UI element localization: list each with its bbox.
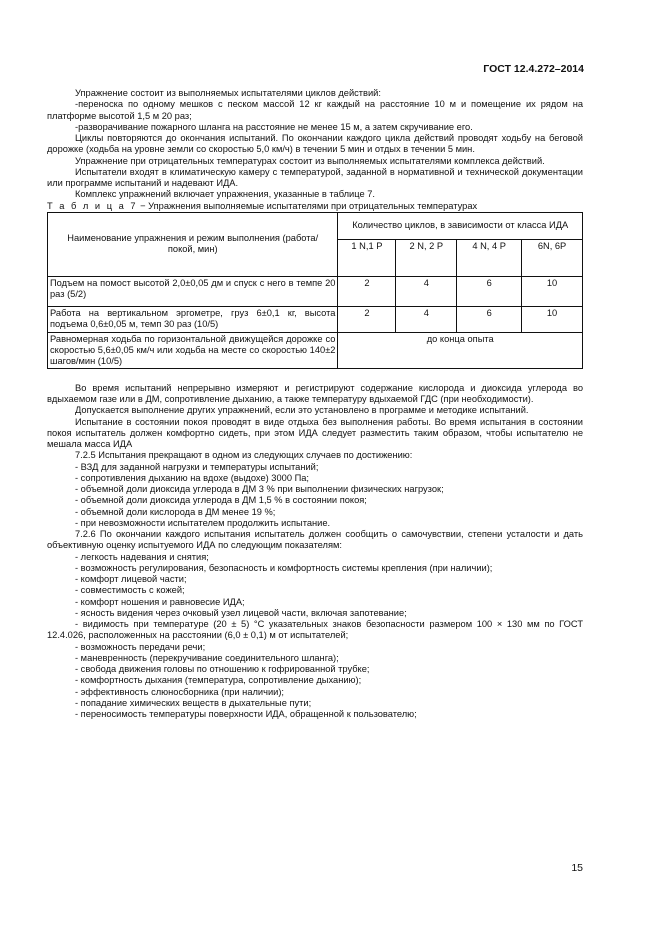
header-class: 1 N,1 P <box>338 239 396 276</box>
paragraph: Испытатели входят в климатическую камеру с температурой, заданной в нормативной и технической документации или программе испытаний и надевают ИДА. <box>47 166 583 188</box>
list-item: - при невозможности испытателем продолжить испытание. <box>75 517 331 528</box>
list-item: - маневренность (перекручивание соединительного шланга); <box>75 652 339 663</box>
header-class: 6N, 6P <box>522 239 583 276</box>
exercise-name-cell: Подъем на помост высотой 2,0±0,05 дм и спуск с него в темпе 20 раз (5/2) <box>48 276 338 306</box>
list-item: - возможность регулирования, безопасность и комфортность системы крепления (при наличии); <box>75 562 493 573</box>
list-item: - объемной доли диоксида углерода в ДМ 3 % при выполнении физических нагрузок; <box>75 484 444 494</box>
paragraph: 7.2.5 Испытания прекращают в одном из следующих случаев по достижению: <box>75 450 413 461</box>
table-caption-text: − Упражнения выполняемые испытателями при отрицательных температурах <box>137 200 478 211</box>
paragraph: -разворачивание пожарного шланга на расстояние не менее 15 м, а затем скручивание его. <box>75 121 473 132</box>
table-row <box>48 332 583 368</box>
table-row <box>48 276 583 306</box>
cycle-count-cell: 4 <box>396 306 457 332</box>
page-content <box>47 88 583 720</box>
paragraph: Комплекс упражнений включает упражнения, указанные в таблице 7. <box>75 189 375 200</box>
list-item: - сопротивления дыханию на вдохе (выдохе) 3000 Па; <box>75 472 310 483</box>
cycle-count-cell: 6 <box>457 306 522 332</box>
document-code: ГОСТ 12.4.272–2014 <box>483 63 584 75</box>
header-class: 2 N, 2 P <box>396 239 457 276</box>
header-cycle-count: Количество циклов, в зависимости от класса ИДА <box>338 212 583 239</box>
cycle-count-cell: 10 <box>522 306 583 332</box>
exercise-table <box>47 212 583 369</box>
header-exercise-name: Наименование упражнения и режим выполнения (работа/покой, мин) <box>48 212 338 276</box>
list-item: - попадание химических веществ в дыхательные пути; <box>75 697 312 708</box>
list-item: - возможность передачи речи; <box>75 641 206 652</box>
table-caption-label: Т а б л и ц а 7 <box>47 200 138 211</box>
paragraph: Допускается выполнение других упражнений, если это установлено в программе и методике испытаний. <box>75 405 529 416</box>
exercise-name-cell: Равномерная ходьба по горизонтальной движущейся дорожке со скоростью 5,6±0,05 км/ч или ходьба на месте со скоростью 140±2 шагов/мин (10/5) <box>48 332 338 368</box>
list-item: - объемной доли диоксида углерода в ДМ 1,5 % в состоянии покоя; <box>75 495 367 506</box>
paragraph: Упражнение состоит из выполняемых испытателями циклов действий: <box>75 88 381 98</box>
list-item: - объемной доли кислорода в ДМ менее 19 %; <box>75 506 276 517</box>
list-item: - совместимость с кожей; <box>75 585 185 596</box>
paragraph: Упражнение при отрицательных температурах состоит из выполняемых испытателями комплекса действий. <box>75 155 545 166</box>
table-caption <box>47 201 583 212</box>
list-item: - видимость при температуре (20 ± 5) °С указательных знаков безопасности размером 100 × 130 мм по ГОСТ 12.4.026, расположенных на расстоянии (6,0 ± 0,1) м от испытателей; <box>47 619 583 641</box>
cycle-count-cell: 2 <box>338 306 396 332</box>
paragraph: Во время испытаний непрерывно измеряют и регистрируют содержание кислорода и диоксида углерода во вдыхаемом газе или в ДМ, сопротивление дыханию, а также температуру вдыхаемой ГДС (при необходимости). <box>47 382 583 404</box>
cycle-count-cell: 2 <box>338 276 396 306</box>
page-number: 15 <box>571 862 583 874</box>
header-class: 4 N, 4 P <box>457 239 522 276</box>
cycle-count-cell: 6 <box>457 276 522 306</box>
list-item: - ясность видения через очковый узел лицевой части, включая запотевание; <box>75 607 407 618</box>
paragraph: Циклы повторяются до окончания испытаний. По окончании каждого цикла действий проводят ходьбу на беговой дорожке (ходьба на уровне земли со скоростью 5,0 км/ч) в течении 5 мин и отдых в течении 5 мин. <box>47 133 583 155</box>
list-item: - комфортность дыхания (температура, сопротивление дыханию); <box>75 675 362 686</box>
cycle-count-cell: 10 <box>522 276 583 306</box>
list-item: - комфорт лицевой части; <box>75 574 187 584</box>
cycle-count-merged-cell: до конца опыта <box>338 332 583 368</box>
table-row <box>48 306 583 332</box>
exercise-name-cell: Работа на вертикальном эргометре, груз 6±0,1 кг, высота подъема 0,6±0,05 м, темп 30 раз (10/5) <box>48 306 338 332</box>
list-item: - переносимость температуры поверхности ИДА, обращенной к пользователю; <box>75 709 417 719</box>
paragraph: Испытание в состоянии покоя проводят в виде отдыха без выполнения работы. Во время испытания в состоянии покоя испытатель должен комфортно сидеть, при этом ИДА следует разместить таким образом, чтобы испытателю не мешала масса ИДА <box>47 416 583 449</box>
list-item: - эффективность слюносборника (при наличии); <box>75 686 285 697</box>
paragraph: 7.2.6 По окончании каждого испытания испытатель должен сообщить о самочувствии, степени усталости и дать объективную оценку испытуемого ИДА по следующим показателям: <box>47 529 583 551</box>
list-item: - комфорт ношения и равновесие ИДА; <box>75 596 245 607</box>
list-item: - легкость надевания и снятия; <box>75 551 209 562</box>
cycle-count-cell: 4 <box>396 276 457 306</box>
paragraph: -переноска по одному мешков с песком массой 12 кг каждый на расстояние 10 м и помещение их рядом на платформе высотой 1,5 м 20 раз; <box>47 99 583 121</box>
list-item: - ВЗД для заданной нагрузки и температуры испытаний; <box>75 461 319 472</box>
list-item: - свобода движения головы по отношению к гофрированной трубке; <box>75 664 370 674</box>
